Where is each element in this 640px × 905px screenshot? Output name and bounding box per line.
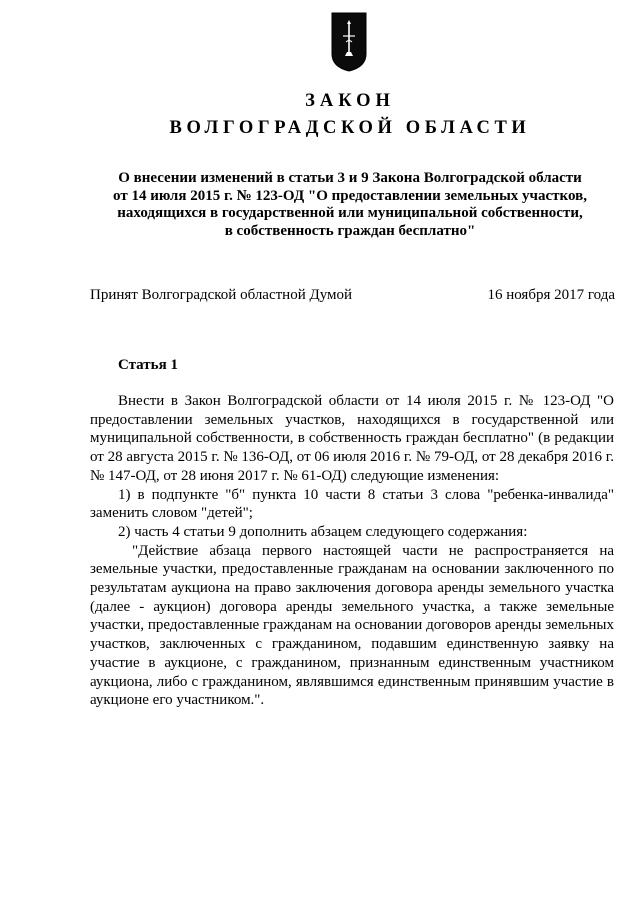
amendment-quote: "Действие абзаца первого настоящей части не распространяется на земельные участки, предоставленные гражданам на основании заключенного по результатам аукциона на право заключения договора аренды земельного участка (далее - аукцион) договора аренды земельного участка, а также земельные участки, предоставленные гражданам на основании договоров аренды земельных участков, заключенных с гражданином, подавшим единственную заявку на участие в аукционе, с гражданином, признанным единственным участником аукциона, либо с гражданином, являвшимся единственным принявшим участие в аукционе его участником.". xyxy=(90,542,614,709)
adopted-by: Принят Волгоградской областной Думой xyxy=(90,287,353,303)
article-body xyxy=(90,392,614,710)
law-title-line: от 14 июля 2015 г. № 123-ОД "О предоставлении земельных участков, xyxy=(113,187,587,204)
coat-of-arms-icon xyxy=(331,12,367,72)
law-title-line: находящихся в государственной или муниципальной собственности, xyxy=(117,205,583,221)
amendment-item-2: 2) часть 4 статьи 9 дополнить абзацем следующего содержания: xyxy=(118,523,528,540)
law-title-line: О внесении изменений в статьи 3 и 9 Закона Волгоградской области xyxy=(118,170,582,186)
amendment-item-1: 1) в подпункте "б" пункта 10 части 8 статьи 3 слова "ребенка-инвалида" заменить словом "детей"; xyxy=(90,486,614,522)
law-title-line: в собственность граждан бесплатно" xyxy=(224,222,476,239)
article-heading: Статья 1 xyxy=(118,357,178,373)
article-intro-paragraph: Внести в Закон Волгоградской области от 14 июля 2015 г. № 123-ОД "О предоставлении земельных участков, находящихся в государственной или муниципальной собственности, в собственность граждан бесплатно" (в редакции от 28 августа 2015 г. № 136-ОД, от 06 июля 2016 г. № 79-ОД, от 28 декабря 2016 г. № 147-ОД, от 28 июня 2017 г. № 61-ОД) следующие изменения: xyxy=(90,393,614,484)
region-heading: ВОЛГОГРАДСКОЙ ОБЛАСТИ xyxy=(169,118,531,138)
law-title xyxy=(90,170,610,240)
law-heading: ЗАКОН xyxy=(305,91,395,111)
adoption-date: 16 ноября 2017 года xyxy=(487,287,615,303)
